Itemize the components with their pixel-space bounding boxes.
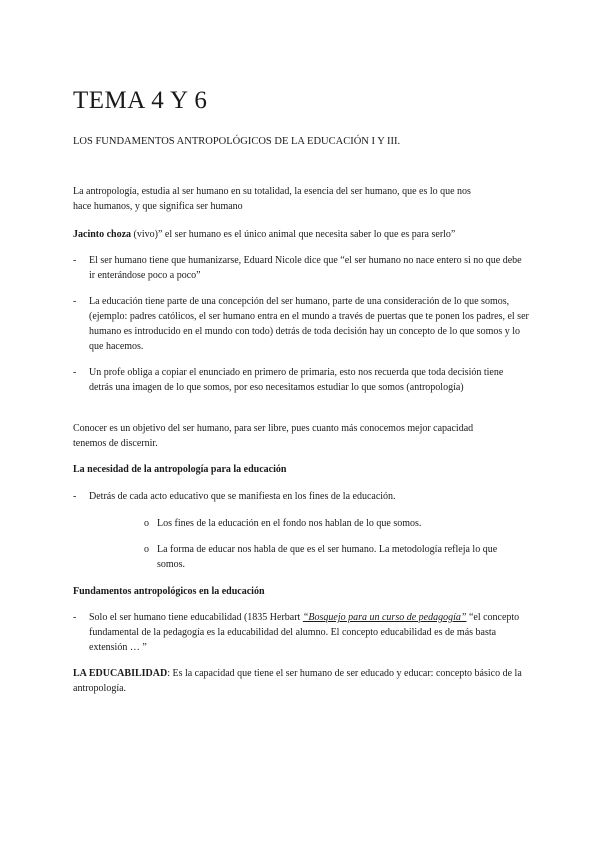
bullet-item: El ser humano tiene que humanizarse, Eduard Nicole dice que “el ser humano no nace entero si no que debe ir enterándose poco a poco” [89,255,522,281]
herbart-text-start: Solo el ser humano tiene educabilidad (1835 Herbart [89,612,303,623]
bullet-item: Detrás de cada acto educativo que se manifiesta en los fines de la educación. [89,491,396,502]
book-title: “Bosquejo para un curso de pedagogía” [302,612,467,623]
bullet-dash: - [73,296,77,307]
para-line-2: tenemos de discernir. [73,438,158,449]
quote-text: (vivo)” el ser humano es el único animal que necesita saber lo que es para serlo” [131,229,456,240]
sub-bullet-marker: o [144,518,149,529]
section-heading: La necesidad de la antropología para la educación [73,464,287,475]
sub-bullet-item: La forma de educar nos habla de que es el ser humano. La metodología refleja lo que somos. [157,544,498,570]
bullet-dash: - [73,367,77,378]
sub-bullet-item: Los fines de la educación en el fondo nos hablan de lo que somos. [157,518,422,529]
bullet-item [89,610,529,655]
definition-text: : Es la capacidad que tiene el ser humano de ser educado y educar: concepto básico de la antropología. [73,668,522,694]
herbart-text-end: “el concepto fundamental de la pedagogía es la educabilidad del alumno. El concepto educabilidad es de más basta extensión … ” [89,612,520,653]
para-line-1: Conocer es un objetivo del ser humano, para ser libre, pues cuanto más conocemos mejor capacidad [73,423,474,434]
intro-line-1: La antropología, estudia al ser humano en su totalidad, la esencia del ser humano, que es lo que nos [73,186,471,197]
quote-author: Jacinto choza [73,229,132,240]
definition-paragraph [73,666,528,696]
bullet-dash: - [73,491,77,502]
definition-term: LA EDUCABILIDAD [73,668,168,679]
intro-paragraph [73,184,533,214]
sub-bullet-marker: o [144,544,149,555]
subtitle: LOS FUNDAMENTOS ANTROPOLÓGICOS DE LA EDUCACIÓN I Y III. [73,136,401,147]
intro-line-2: hace humanos, y que significa ser humano [73,201,243,212]
bullet-item: La educación tiene parte de una concepción del ser humano, parte de una consideración de lo que somos, (ejemplo: padres católicos, el ser humano entra en el mundo a través de puertas que te ponen los padres, el ser humano es introducido en el mundo con todo) detrás de toda decisión hay un concepto de lo que somos y lo que hacemos. [89,296,529,352]
page-title: TEMA 4 Y 6 [73,87,208,114]
quote-paragraph [73,227,533,242]
bullet-item: Un profe obliga a copiar el enunciado en primero de primaria, esto nos recuerda que toda decisión tiene detrás una imagen de lo que somos, por eso necesitamos estudiar lo que somos (antropología) [89,367,504,393]
knowledge-paragraph [73,421,533,451]
section-heading: Fundamentos antropológicos en la educación [73,586,265,597]
bullet-dash: - [73,255,77,266]
bullet-dash: - [73,612,77,623]
